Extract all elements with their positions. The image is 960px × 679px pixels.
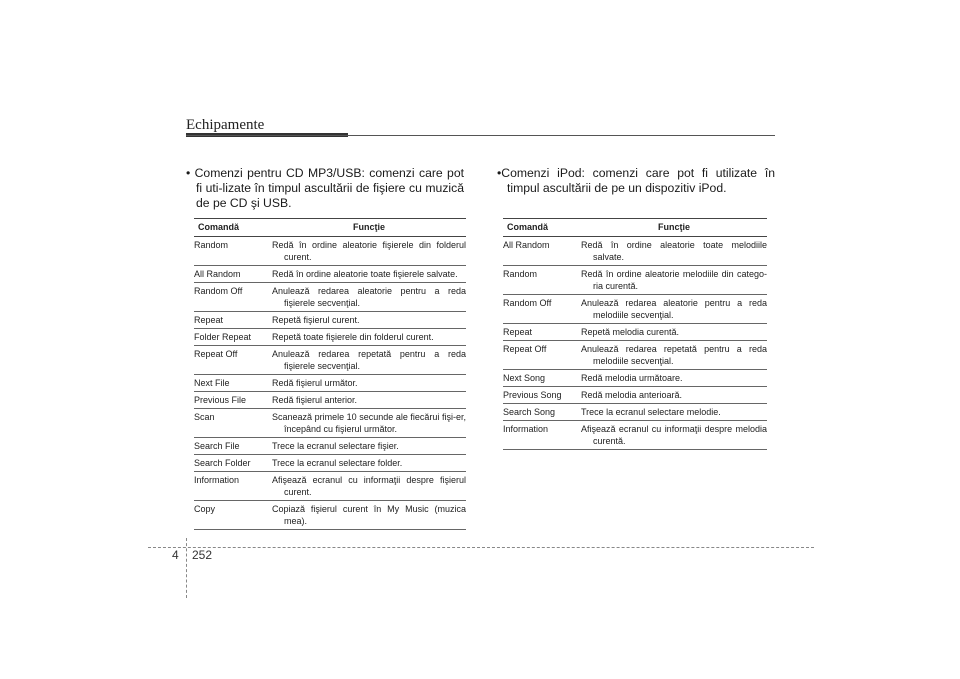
table-row <box>194 375 466 392</box>
command-cell: Search Folder <box>194 455 272 472</box>
function-text: Anulează redarea repetată pentru a reda fişierele secvenţial. <box>272 349 466 371</box>
column-header-command: Comandă <box>503 219 581 237</box>
command-cell: Next File <box>194 375 272 392</box>
function-cell <box>272 392 466 409</box>
function-text: Repetă toate fişierele din folderul curent. <box>272 332 434 342</box>
column-header-function: Funcţie <box>272 219 466 237</box>
function-text: Redă fişierul anterior. <box>272 395 358 405</box>
table-row <box>503 295 767 324</box>
table-row <box>503 404 767 421</box>
function-cell <box>581 370 767 387</box>
function-text: Trece la ecranul selectare fişier. <box>272 441 399 451</box>
command-cell: Information <box>503 421 581 450</box>
function-cell <box>272 375 466 392</box>
function-text: Repetă melodia curentă. <box>581 327 680 337</box>
table-row <box>503 266 767 295</box>
table-row <box>194 472 466 501</box>
command-cell: Folder Repeat <box>194 329 272 346</box>
table-row <box>503 341 767 370</box>
function-text: Redă în ordine aleatorie fişierele din folderul curent. <box>272 240 466 262</box>
command-cell: Random Off <box>503 295 581 324</box>
footer-divider <box>186 538 187 598</box>
section-title: Echipamente <box>186 117 265 133</box>
page-number: 252 <box>192 548 213 562</box>
table-row <box>194 329 466 346</box>
header-rule <box>186 135 775 136</box>
table-row <box>194 501 466 530</box>
command-cell: All Random <box>194 266 272 283</box>
table-row <box>503 387 767 404</box>
function-text: Redă melodia anterioară. <box>581 390 683 400</box>
function-text: Anulează redarea aleatorie pentru a reda fişierele secvenţial. <box>272 286 466 308</box>
table-row <box>194 266 466 283</box>
function-cell <box>581 266 767 295</box>
function-text: Copiază fişierul curent în My Music (muzica mea). <box>272 504 466 526</box>
table-row <box>194 312 466 329</box>
command-cell: Next Song <box>503 370 581 387</box>
function-text: Anulează redarea aleatorie pentru a reda melodiile secvenţial. <box>581 298 767 320</box>
right-column <box>497 166 775 446</box>
table-row <box>194 283 466 312</box>
command-cell: Random <box>503 266 581 295</box>
function-text: Anulează redarea repetată pentru a reda melodiile secvenţial. <box>581 344 767 366</box>
command-cell: Repeat <box>194 312 272 329</box>
function-text: Trece la ecranul selectare melodie. <box>581 407 721 417</box>
table-header-row <box>194 219 466 237</box>
function-cell <box>272 501 466 530</box>
function-text: Scanează primele 10 secunde ale fiecărui fişi-er, începând cu fişierul următor. <box>272 412 466 434</box>
table-row <box>503 324 767 341</box>
command-cell: Random <box>194 237 272 266</box>
command-cell: All Random <box>503 237 581 266</box>
table-row <box>194 409 466 438</box>
command-cell: Information <box>194 472 272 501</box>
function-text: Afişează ecranul cu informaţii despre melodia curentă. <box>581 424 767 446</box>
chapter-number: 4 <box>172 548 179 562</box>
command-cell: Previous Song <box>503 387 581 404</box>
function-text: Afişează ecranul cu informaţii despre fişierul curent. <box>272 475 466 497</box>
function-text: Redă melodia următoare. <box>581 373 683 383</box>
function-cell <box>272 438 466 455</box>
function-cell <box>581 295 767 324</box>
command-cell: Repeat <box>503 324 581 341</box>
table-row <box>194 346 466 375</box>
command-cell: Copy <box>194 501 272 530</box>
function-text: Redă în ordine aleatorie toate fişierele salvate. <box>272 269 458 279</box>
command-cell: Repeat Off <box>194 346 272 375</box>
ipod-command-table <box>503 218 767 450</box>
footer-rule <box>148 547 814 548</box>
function-cell <box>581 324 767 341</box>
table-row <box>503 237 767 266</box>
column-header-command: Comandă <box>194 219 272 237</box>
command-cell: Search File <box>194 438 272 455</box>
function-cell <box>272 237 466 266</box>
function-cell <box>272 329 466 346</box>
table-row <box>194 455 466 472</box>
table-row <box>194 237 466 266</box>
column-header-function: Funcţie <box>581 219 767 237</box>
table-row <box>194 392 466 409</box>
function-cell <box>272 455 466 472</box>
left-column <box>186 166 466 526</box>
ipod-intro: •Comenzi iPod: comenzi care pot fi utilizate în timpul ascultării de pe un dispozitiv iPod. <box>497 166 775 195</box>
function-text: Redă fişierul următor. <box>272 378 358 388</box>
function-cell <box>581 237 767 266</box>
command-cell: Scan <box>194 409 272 438</box>
table-row <box>194 438 466 455</box>
table-row <box>503 421 767 450</box>
cd-usb-command-table <box>194 218 466 530</box>
function-text: Redă în ordine aleatorie toate melodiile salvate. <box>581 240 767 262</box>
function-cell <box>272 472 466 501</box>
function-cell <box>272 312 466 329</box>
function-cell <box>272 409 466 438</box>
function-cell <box>272 346 466 375</box>
function-text: Repetă fişierul curent. <box>272 315 360 325</box>
function-cell <box>581 421 767 450</box>
function-cell <box>272 283 466 312</box>
table-row <box>503 370 767 387</box>
function-cell <box>581 387 767 404</box>
command-cell: Random Off <box>194 283 272 312</box>
cd-usb-intro: • Comenzi pentru CD MP3/USB: comenzi care pot fi uti-lizate în timpul ascultării de fişiere cu muzică de pe CD şi USB. <box>186 166 464 210</box>
function-text: Redă în ordine aleatorie melodiile din catego-ria curentă. <box>581 269 767 291</box>
function-cell <box>581 404 767 421</box>
command-cell: Repeat Off <box>503 341 581 370</box>
command-cell: Search Song <box>503 404 581 421</box>
function-text: Trece la ecranul selectare folder. <box>272 458 403 468</box>
function-cell <box>581 341 767 370</box>
function-cell <box>272 266 466 283</box>
table-header-row <box>503 219 767 237</box>
command-cell: Previous File <box>194 392 272 409</box>
